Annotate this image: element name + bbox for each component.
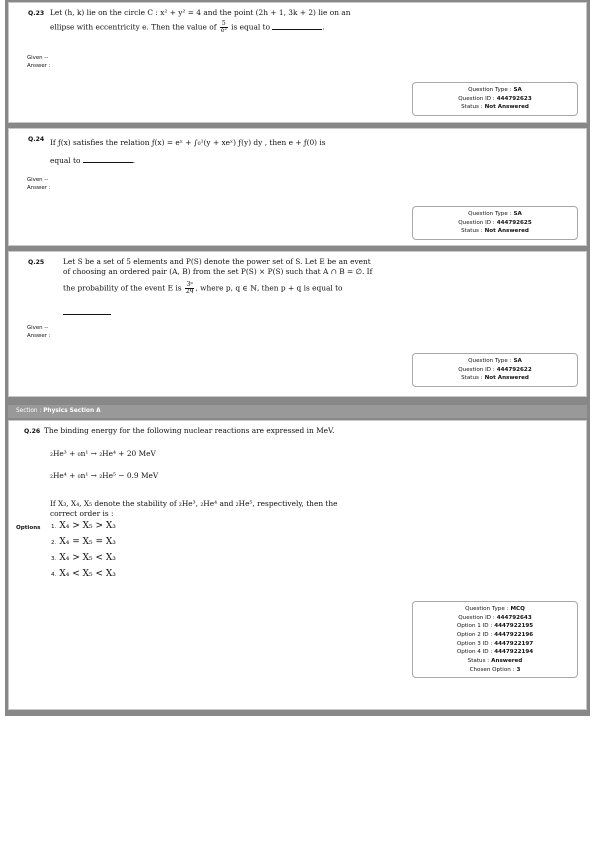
fraction: $\frac{5}{\text{e²}}$ xyxy=(220,20,227,34)
option-1: 1. X₄ > X₅ > X₃ xyxy=(51,521,116,531)
question-card-23 xyxy=(8,2,587,123)
question-info-box: Question Type : SA Question ID : 444792625 Status : Not Answered xyxy=(412,206,578,240)
option-2: 2. X₄ = X₅ = X₃ xyxy=(51,537,116,547)
reaction-1: ₂He³ + ₀n¹ → ₂He⁴ + 20 MeV xyxy=(50,449,156,458)
answer-blank xyxy=(272,24,322,30)
section-header: Section : Physics Section A xyxy=(8,405,587,418)
question-text-line2: equal to . xyxy=(50,156,136,165)
option-3: 3. X₄ > X₅ < X₃ xyxy=(51,553,116,563)
question-text-line2: of choosing an ordered pair (A, B) from the set P(S) × P(S) such that A ∩ B = ∅. If xyxy=(63,267,373,276)
question-card-24 xyxy=(8,128,587,246)
section-frame xyxy=(5,400,590,716)
question-frame-24 xyxy=(5,126,590,249)
given-answer: Given -- Answer : xyxy=(27,177,51,191)
option-4: 4. X₄ < X₅ < X₃ xyxy=(51,569,116,579)
given-answer: Given -- Answer : xyxy=(27,325,51,339)
options-label: Options xyxy=(16,525,41,531)
question-info-box: Question Type : MCQ Question ID : 444792643 Option 1 ID : 4447922195 Option 2 ID : 4447922196 Option 3 ID : 4447922197 Option 4 ID : 4447922194 Status : Answered Chosen Option : 3 xyxy=(412,601,578,678)
question-text-line1: Let (h, k) lie on the circle C : x² + y² = 4 and the point (2h + 1, 3k + 2) lie on an xyxy=(50,8,351,17)
answer-blank xyxy=(83,157,133,163)
question-number: Q.25 xyxy=(28,259,45,266)
question-text-line1: If ƒ(x) satisfies the relation ƒ(x) = eˣ + ∫₀¹(y + xeˣ) ƒ(y) dy , then e + ƒ(0) is xyxy=(50,138,326,147)
question-frame-23 xyxy=(5,0,590,126)
question-text-line1: Let S be a set of 5 elements and P(S) denote the power set of S. Let E be an event xyxy=(63,257,371,266)
answer-blank xyxy=(63,314,111,315)
question-number: Q.23 xyxy=(28,10,45,17)
question-info-box: Question Type : SA Question ID : 444792623 Status : Not Answered xyxy=(412,82,578,116)
question-card-25 xyxy=(8,251,587,397)
given-answer: Given -- Answer : xyxy=(27,55,51,69)
question-number: Q.26 xyxy=(24,428,41,435)
question-text-line-a: If X₃, X₄, X₅ denote the stability of ₂He³, ₂He⁴ and ₂He⁵, respectively, then the xyxy=(50,499,338,508)
question-number: Q.24 xyxy=(28,136,45,143)
reaction-2: ₂He⁴ + ₀n¹ → ₂He⁵ − 0.9 MeV xyxy=(50,471,159,480)
question-text-line3: the probability of the event E is $\frac{\text{3ᵖ}}{\text{2ᑫ}}$ , where p, q ∈ ℕ, then p + q is equal to xyxy=(63,281,343,295)
question-text-line2: ellipse with eccentricity e. Then the value of $\frac{5}{\text{e²}}$ is equal to . xyxy=(50,20,325,34)
question-info-box: Question Type : SA Question ID : 444792622 Status : Not Answered xyxy=(412,353,578,387)
question-stem: The binding energy for the following nuclear reactions are expressed in MeV. xyxy=(44,426,335,435)
question-card-26 xyxy=(8,420,587,710)
fraction: $\frac{\text{3ᵖ}}{\text{2ᑫ}}$ xyxy=(185,281,194,295)
question-text-line-b: correct order is : xyxy=(50,509,114,518)
question-frame-25 xyxy=(5,249,590,400)
